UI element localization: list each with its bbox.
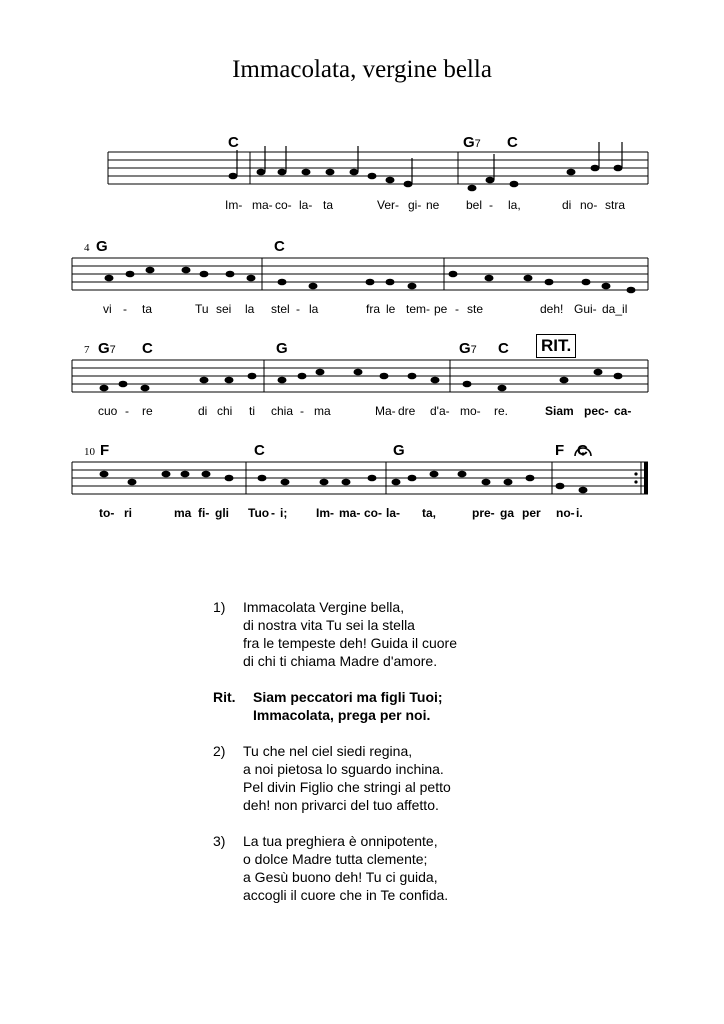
lyric-syllable: la- xyxy=(299,198,313,212)
stanza-line: a noi pietosa lo sguardo inchina. xyxy=(243,761,444,777)
stanza-line: fra le tempeste deh! Guida il cuore xyxy=(243,635,458,651)
chord-symbol: G xyxy=(393,442,405,459)
music-system-4 xyxy=(0,440,724,530)
lyric-syllable: gi- xyxy=(408,198,422,212)
lyric-syllable: Ver- xyxy=(377,198,400,212)
stanza-line: Immacolata, prega per noi. xyxy=(253,707,431,723)
stanza-line: La tua preghiera è onnipotente, xyxy=(243,833,438,849)
lyric-syllable: Im- xyxy=(225,198,243,212)
lyric-syllable: ma- xyxy=(252,198,273,212)
lyric-syllable: stel xyxy=(271,302,290,316)
chord-symbol: C xyxy=(274,238,285,255)
lyric-syllable: - xyxy=(123,302,127,316)
lyric-syllable: Tu xyxy=(195,302,209,316)
lyric-syllable: co- xyxy=(275,198,292,212)
stanza-line: deh! non privarci del tuo affetto. xyxy=(243,797,439,813)
lyric-syllable: ta, xyxy=(422,506,437,520)
lyric-syllable: deh! xyxy=(540,302,564,316)
stanza-number: Rit. xyxy=(213,689,236,705)
lyric-syllable: stra xyxy=(605,198,626,212)
stanza-refrain xyxy=(213,688,457,724)
stanza-2 xyxy=(213,742,457,814)
chord-symbol: C xyxy=(142,340,153,357)
lyric-syllable: Siam xyxy=(545,404,574,418)
chord-symbol: C xyxy=(228,134,239,151)
chord-symbol: C xyxy=(254,442,265,459)
lyric-syllable: to- xyxy=(99,506,115,520)
lyric-syllable: re. xyxy=(494,404,509,418)
chord-symbol: C xyxy=(507,134,518,151)
lyric-syllable: dre xyxy=(398,404,416,418)
lyric-syllable: ta xyxy=(142,302,153,316)
stanza-line: di chi ti chiama Madre d'amore. xyxy=(243,653,438,669)
lyric-syllable: ti xyxy=(249,404,255,418)
lyric-syllable: Ma- xyxy=(375,404,396,418)
lyric-syllable: i. xyxy=(576,506,583,520)
stanza-line: o dolce Madre tutta clemente; xyxy=(243,851,428,867)
lyric-syllable: ta xyxy=(323,198,334,212)
lyric-syllable: ma xyxy=(314,404,331,418)
stanza-line: Siam peccatori ma figli Tuoi; xyxy=(253,689,443,705)
lyric-syllable: pre- xyxy=(472,506,495,520)
stanza-line: Pel divin Figlio che stringi al petto xyxy=(243,779,451,795)
lyric-syllable: ne xyxy=(426,198,440,212)
lyric-syllable: mo- xyxy=(460,404,481,418)
lyric-syllable: di xyxy=(562,198,572,212)
chord-symbol: F xyxy=(555,442,565,459)
measure-number: 10 xyxy=(84,446,95,458)
lyric-syllable: - xyxy=(296,302,300,316)
chord-symbol: G7 xyxy=(459,340,477,357)
lyric-syllable: la- xyxy=(386,506,401,520)
lyric-syllable: chi xyxy=(217,404,233,418)
lyric-syllable: le xyxy=(386,302,396,316)
lyric-syllable: Gui- xyxy=(574,302,597,316)
lyric-syllable: pec- xyxy=(584,404,609,418)
lyric-syllable: - xyxy=(455,302,459,316)
stanza-number: 3) xyxy=(213,833,226,849)
stanza-line: accogli il cuore che in Te confida. xyxy=(243,887,449,903)
measure-number: 4 xyxy=(84,242,90,254)
lyric-syllable: fra xyxy=(366,302,381,316)
chord-symbol: G xyxy=(96,238,108,255)
lyric-syllable: da_il xyxy=(602,302,628,316)
lyrics-text-block xyxy=(213,598,457,922)
lyric-syllable: ca- xyxy=(614,404,632,418)
chord-symbol: F xyxy=(100,442,110,459)
lyric-syllable: vi xyxy=(103,302,112,316)
lyric-syllable: bel xyxy=(466,198,483,212)
music-system-3 xyxy=(0,338,724,428)
page-title: Immacolata, vergine bella xyxy=(232,56,492,83)
music-system-1 xyxy=(0,130,724,220)
stanza-number: 2) xyxy=(213,743,226,759)
lyric-syllable: gli xyxy=(215,506,229,520)
lyric-syllable: tem- xyxy=(406,302,430,316)
stanza-line: a Gesù buono deh! Tu ci guida, xyxy=(243,869,438,885)
measure-number: 7 xyxy=(84,344,90,356)
refrain-marker: RIT. xyxy=(536,334,576,358)
lyric-syllable: - xyxy=(125,404,129,418)
lyric-syllable: la, xyxy=(508,198,521,212)
lyric-syllable: re xyxy=(142,404,153,418)
chord-symbol: C xyxy=(577,442,588,459)
stanza-line: Tu che nel ciel siedi regina, xyxy=(243,743,413,759)
chord-symbol: G7 xyxy=(463,134,481,151)
lyric-syllable: pe xyxy=(434,302,448,316)
lyric-syllable: ste xyxy=(467,302,484,316)
chord-symbol: G7 xyxy=(98,340,116,357)
stanza-3 xyxy=(213,832,457,904)
lyric-syllable: chia xyxy=(271,404,294,418)
stanza-line: Immacolata Vergine bella, xyxy=(243,599,405,615)
stanza-number: 1) xyxy=(213,599,226,615)
lyric-syllable: - xyxy=(300,404,304,418)
lyric-syllable: Im- xyxy=(316,506,334,520)
lyric-syllable: di xyxy=(198,404,208,418)
lyric-syllable: la xyxy=(245,302,255,316)
stanza-line: di nostra vita Tu sei la stella xyxy=(243,617,415,633)
lyric-syllable: ma- xyxy=(339,506,361,520)
lyric-syllable: ma xyxy=(174,506,192,520)
lyric-syllable: ri xyxy=(124,506,133,520)
lyric-syllable: d'a- xyxy=(430,404,450,418)
noteheads xyxy=(229,165,623,192)
lyric-syllable: co- xyxy=(364,506,382,520)
lyric-syllable: sei xyxy=(216,302,232,316)
lyric-syllable: - xyxy=(271,506,275,520)
lyric-syllable: no- xyxy=(556,506,575,520)
lyric-syllable: fi- xyxy=(198,506,210,520)
lyric-syllable: cuo xyxy=(98,404,118,418)
chord-symbol: C xyxy=(498,340,509,357)
lyric-syllable: no- xyxy=(580,198,598,212)
lyric-syllable: Tuo xyxy=(248,506,270,520)
lyric-syllable: per xyxy=(522,506,541,520)
lyric-syllable: la xyxy=(309,302,319,316)
lyric-syllable: ga xyxy=(500,506,515,520)
music-system-2 xyxy=(0,236,724,326)
chord-symbol: G xyxy=(276,340,288,357)
lyric-syllable: - xyxy=(489,198,493,212)
stanza-1 xyxy=(213,598,457,670)
lyric-syllable: i; xyxy=(280,506,288,520)
